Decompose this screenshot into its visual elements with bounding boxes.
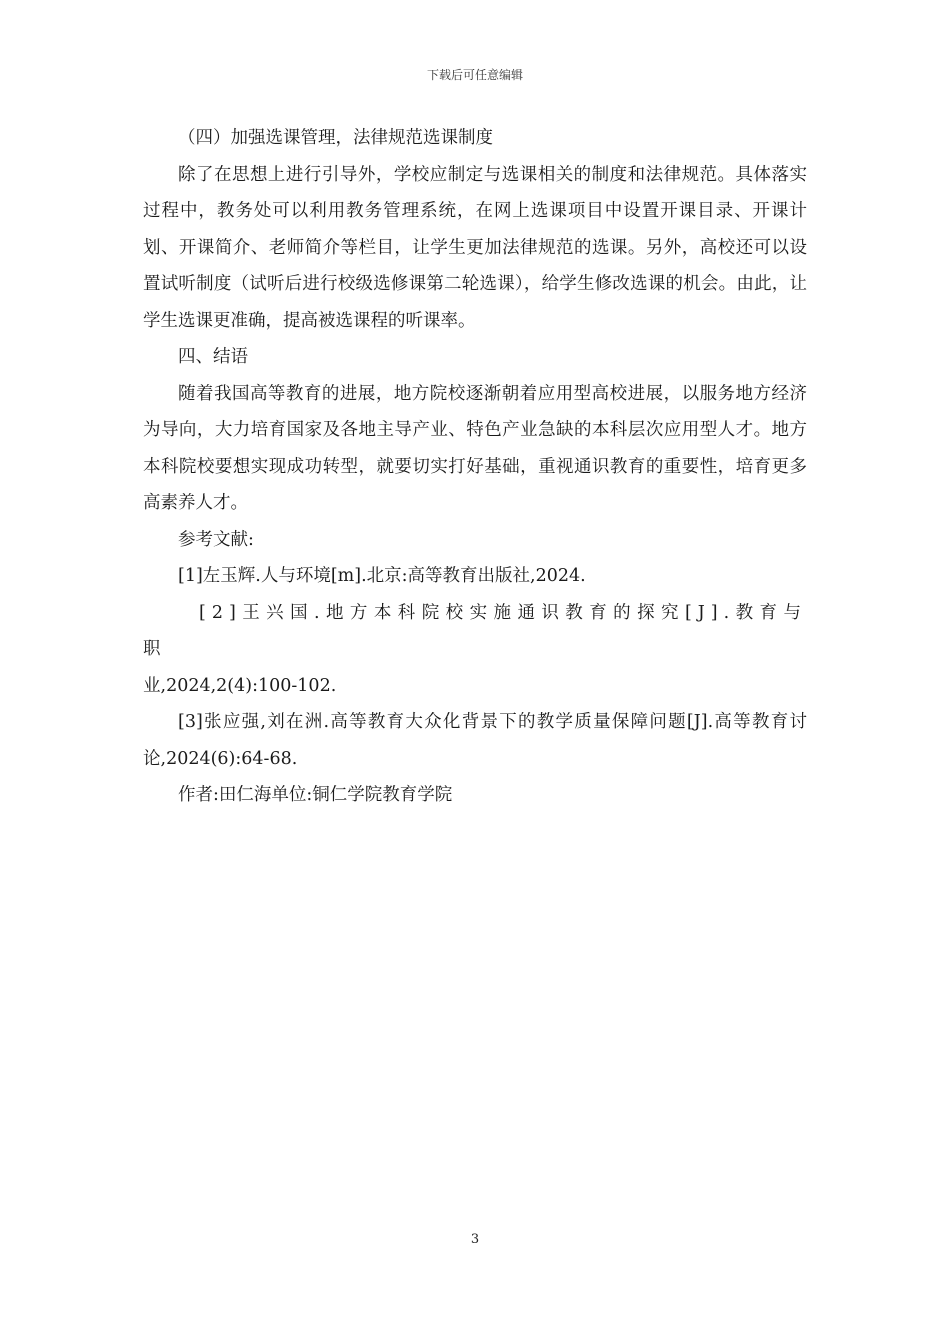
references-heading: 参考文献: [178,529,254,550]
reference-3: [3]张应强,刘在洲.高等教育大众化背景下的教学质量保障问题[J].高等教育讨论,2024(6):64-68. [143,712,807,769]
reference-2-main: [2]王兴国.地方本科院校实施通识教育的探究[J].教育与职 [143,602,807,659]
reference-2-tail: 业,2024,2(4):100-102. [143,675,337,696]
conclusion-paragraph: 随着我国高等教育的进展，地方院校逐渐朝着应用型高校进展，以服务地方经济为导向，大力培育国家及各地主导产业、特色产业急缺的本科层次应用型人才。地方本科院校要想实现成功转型，就要切实打好基础，重视通识教育的重要性，培育更多高素养人才。 [143,383,807,513]
section-4-paragraph: 除了在思想上进行引导外，学校应制定与选课相关的制度和法律规范。具体落实过程中，教务处可以利用教务管理系统，在网上选课项目中设置开课目录、开课计划、开课简介、老师简介等栏目，让学生更加法律规范的选课。另外，高校还可以设置试听制度（试听后进行校级选修课第二轮选课），给学生修改选课的机会。由此，让学生选课更准确，提高被选课程的听课率。 [143,164,807,331]
reference-2 [143,595,807,705]
reference-1: [1]左玉辉.人与环境[m].北京:高等教育出版社,2024. [178,566,586,586]
section-heading-4: （四）加强选课管理，法律规范选课制度 [178,128,493,148]
page-number: 3 [470,1232,480,1247]
page-header: 下载后可任意编辑 [426,68,523,82]
document-body [143,120,807,814]
author-line: 作者:田仁海单位:铜仁学院教育学院 [178,785,453,805]
conclusion-heading: 四、结语 [178,347,248,367]
